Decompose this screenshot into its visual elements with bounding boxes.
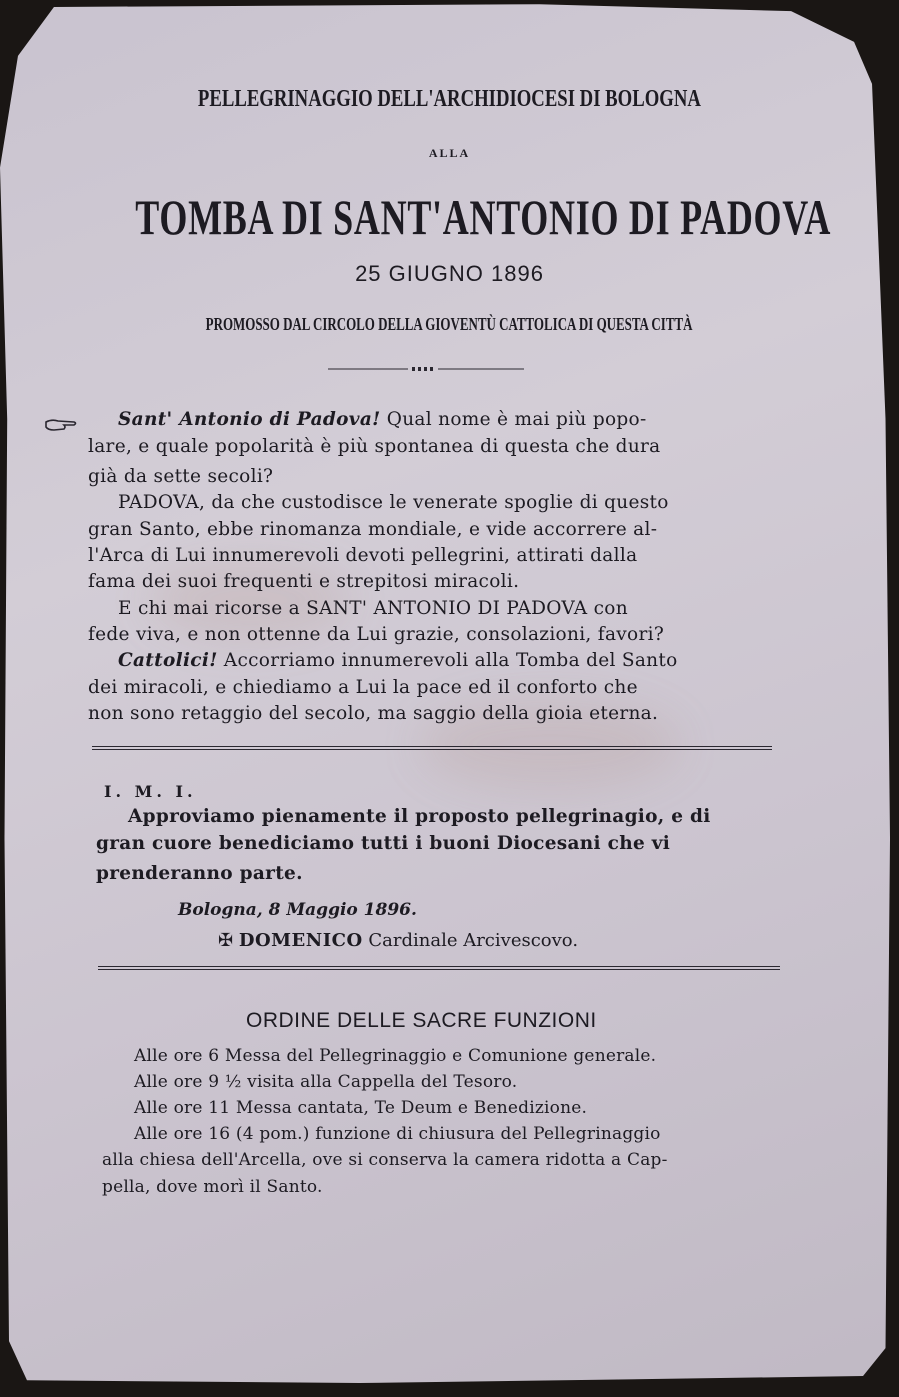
intro-line: fede viva, e non ottenne da Lui grazie, consolazioni, favori? — [88, 624, 665, 645]
page-title: TOMBA DI SANT'ANTONIO DI PADOVA — [135, 189, 832, 245]
approval-line: gran cuore benediciamo tutti i buoni Diocesani che vi — [96, 833, 671, 854]
cross-icon: ✠ — [218, 930, 234, 951]
intro-line: lare, e quale popolarità è più spontanea di questa che dura — [88, 436, 661, 457]
pointing-hand-icon — [44, 416, 78, 434]
schedule-line: alla chiesa dell'Arcella, ove si conserva la camera ridotta a Cap- — [102, 1150, 668, 1170]
approval-line: Approviamo pienamente il proposto pellegrinagio, e di — [128, 806, 711, 827]
schedule-line: Alle ore 11 Messa cantata, Te Deum e Benedizione. — [134, 1098, 588, 1118]
imi-mark: I. M. I. — [104, 782, 197, 801]
intro-line: fama dei suoi frequenti e strepitosi miracoli. — [88, 571, 520, 592]
promoter-line: PROMOSSO DAL CIRCOLO DELLA GIOVENTÙ CATTOLICA DI QUESTA CITTÀ — [206, 314, 693, 334]
schedule-line: Alle ore 16 (4 pom.) funzione di chiusura del Pellegrinaggio — [134, 1124, 661, 1144]
intro-line: dei miracoli, e chiediamo a Lui la pace ed il conforto che — [88, 677, 638, 698]
intro-line: Cattolici! Accorriamo innumerevoli alla Tomba del Santo — [118, 650, 678, 671]
approval-line: prenderanno parte. — [96, 863, 303, 884]
section-rule — [98, 966, 780, 970]
section-rule — [92, 746, 772, 750]
event-date: 25 GIUGNO 1896 — [355, 261, 544, 286]
intro-line: gran Santo, ebbe rinomanza mondiale, e vide accorrere al- — [88, 519, 658, 540]
schedule-line: Alle ore 9 ½ visita alla Cappella del Tesoro. — [134, 1072, 518, 1092]
intro-line: non sono retaggio del secolo, ma saggio della gioia eterna. — [88, 703, 659, 724]
ornament-divider — [328, 364, 524, 374]
intro-line: E chi mai ricorse a SANT' ANTONIO DI PADOVA con — [118, 598, 628, 619]
schedule-heading: ORDINE DELLE SACRE FUNZIONI — [246, 1009, 597, 1032]
schedule-line: pella, dove morì il Santo. — [102, 1177, 323, 1197]
intro-line: PADOVA, da che custodisce le venerate spoglie di questo — [118, 492, 669, 513]
intro-line: già da sette secoli? — [88, 466, 274, 487]
intro-line: Sant' Antonio di Padova! Qual nome è mai più popo- — [118, 409, 647, 430]
header-line-2: ALLA — [428, 146, 471, 160]
schedule-line: Alle ore 6 Messa del Pellegrinaggio e Comunione generale. — [134, 1046, 657, 1066]
approval-place-date: Bologna, 8 Maggio 1896. — [178, 900, 417, 920]
header-line-1: PELLEGRINAGGIO DELL'ARCHIDIOCESI DI BOLOGNA — [198, 86, 701, 112]
signature-line: ✠ DOMENICO Cardinale Arcivescovo. — [218, 930, 579, 951]
intro-line: l'Arca di Lui innumerevoli devoti pellegrini, attirati dalla — [88, 545, 638, 566]
